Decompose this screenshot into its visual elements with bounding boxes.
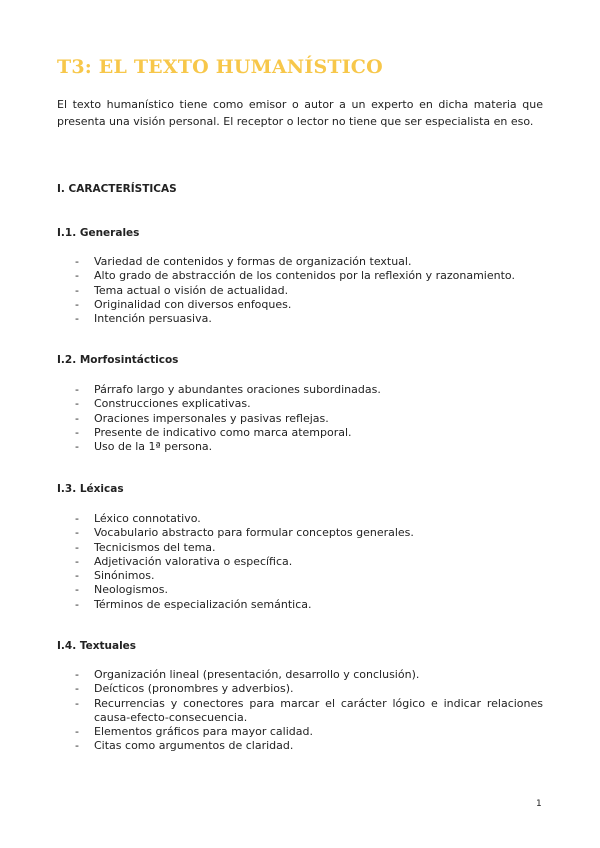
list-item <box>75 541 543 555</box>
list-item-text: Tecnicismos del tema. <box>94 540 216 554</box>
bullet-dash: - <box>75 397 79 411</box>
list-item-text: Originalidad con diversos enfoques. <box>94 297 292 311</box>
list-item-text: Presente de indicativo como marca atemporal. <box>94 425 352 439</box>
bullet-dash: - <box>75 569 79 583</box>
list-lexicas <box>75 512 543 612</box>
list-item <box>75 668 543 682</box>
list-item <box>75 269 543 283</box>
list-item-text: Párrafo largo y abundantes oraciones subordinadas. <box>94 383 381 396</box>
bullet-dash: - <box>75 425 79 439</box>
bullet-dash: - <box>75 725 79 739</box>
list-item-text: Intención persuasiva. <box>94 312 212 326</box>
list-item <box>75 725 543 739</box>
page-number: 1 <box>536 799 542 809</box>
list-item-text: Léxico connotativo. <box>94 512 201 525</box>
list-item-text: Vocabulario abstracto para formular conceptos generales. <box>94 526 414 540</box>
subsection-heading-lexicas: I.3. Léxicas <box>57 483 124 495</box>
list-item <box>75 598 543 612</box>
bullet-dash: - <box>75 383 79 396</box>
bullet-dash: - <box>75 583 79 597</box>
list-item-text: Términos de especialización semántica. <box>94 597 312 611</box>
list-item <box>75 312 543 326</box>
list-item <box>75 526 543 540</box>
list-item <box>75 682 543 696</box>
list-item <box>75 298 543 312</box>
list-item-text: Neologismos. <box>94 583 168 597</box>
list-item-text: Recurrencias y conectores para marcar el carácter lógico e indicar relaciones causa-efecto-consecuencia. <box>94 696 543 724</box>
list-item-text: Elementos gráficos para mayor calidad. <box>94 725 313 739</box>
list-item-text: Construcciones explicativas. <box>94 397 251 411</box>
bullet-dash: - <box>75 554 79 568</box>
list-item <box>75 569 543 583</box>
bullet-dash: - <box>75 739 79 753</box>
list-item-text: Variedad de contenidos y formas de organización textual. <box>94 255 412 268</box>
subsection-heading-morfosintacticos: I.2. Morfosintácticos <box>57 354 179 366</box>
bullet-dash: - <box>75 512 79 525</box>
list-item-text: Citas como argumentos de claridad. <box>94 739 294 753</box>
bullet-dash: - <box>75 696 79 710</box>
bullet-dash: - <box>75 597 79 611</box>
list-item-text: Organización lineal (presentación, desarrollo y conclusión). <box>94 668 420 681</box>
list-item-text: Tema actual o visión de actualidad. <box>94 283 289 297</box>
list-item <box>75 697 543 726</box>
bullet-dash: - <box>75 526 79 540</box>
list-item <box>75 284 543 298</box>
bullet-dash: - <box>75 668 79 681</box>
list-item-text: Oraciones impersonales y pasivas reflejas. <box>94 411 329 425</box>
list-item-text: Sinónimos. <box>94 569 155 583</box>
list-item <box>75 739 543 753</box>
section-heading: I. CARACTERÍSTICAS <box>57 183 177 195</box>
list-item-text: Uso de la 1ª persona. <box>94 440 213 454</box>
list-item <box>75 255 543 269</box>
subsection-heading-textuales: I.4. Textuales <box>57 640 137 652</box>
list-item <box>75 583 543 597</box>
document-title: T3: EL TEXTO HUMANÍSTICO <box>57 56 383 78</box>
bullet-dash: - <box>75 297 79 311</box>
list-item-text: Deícticos (pronombres y adverbios). <box>94 682 294 696</box>
list-textuales <box>75 668 543 754</box>
list-item <box>75 383 543 397</box>
list-morfosintacticos <box>75 383 543 454</box>
bullet-dash: - <box>75 682 79 696</box>
bullet-dash: - <box>75 283 79 297</box>
list-item <box>75 426 543 440</box>
list-item <box>75 440 543 454</box>
subsection-heading-generales: I.1. Generales <box>57 227 140 239</box>
list-item <box>75 397 543 411</box>
bullet-dash: - <box>75 269 79 283</box>
bullet-dash: - <box>75 255 79 268</box>
list-item <box>75 555 543 569</box>
list-item <box>75 412 543 426</box>
bullet-dash: - <box>75 312 79 326</box>
bullet-dash: - <box>75 540 79 554</box>
bullet-dash: - <box>75 411 79 425</box>
list-item-text: Adjetivación valorativa o específica. <box>94 554 293 568</box>
list-generales <box>75 255 543 326</box>
bullet-dash: - <box>75 440 79 454</box>
list-item <box>75 512 543 526</box>
list-item-text: Alto grado de abstracción de los contenidos por la reflexión y razonamiento. <box>94 269 515 283</box>
intro-paragraph: El texto humanístico tiene como emisor o autor a un experto en dicha materia que presenta una visión personal. El receptor o lector no tiene que ser especialista en eso. <box>57 98 543 128</box>
